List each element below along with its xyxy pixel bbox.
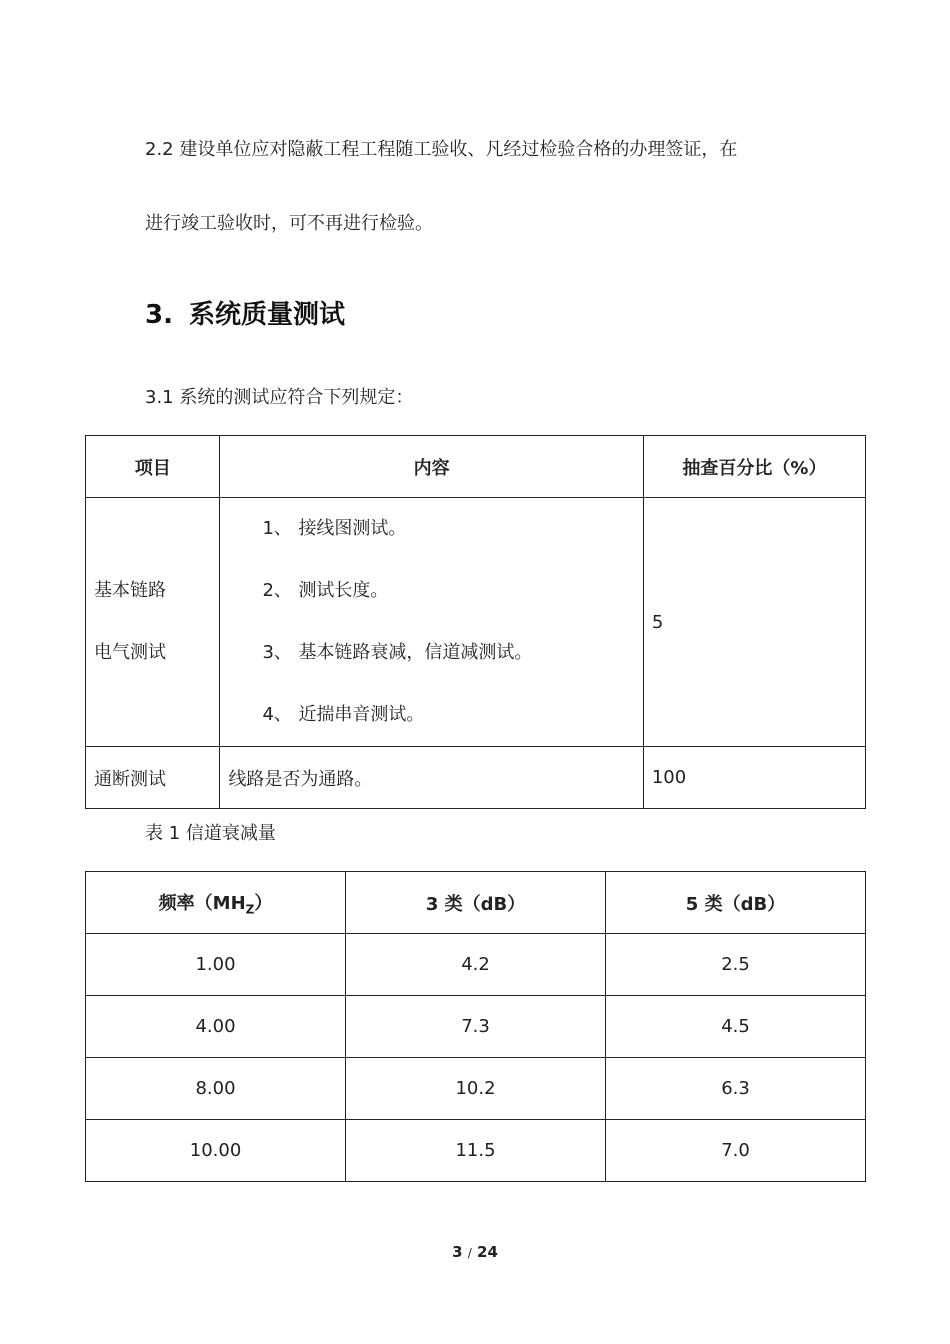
frequency-cell: 4.00	[86, 996, 346, 1058]
paragraph-2-2-continued: 进行竣工验收时，可不再进行检验。	[145, 213, 433, 234]
list-item	[262, 622, 642, 684]
cat5-cell: 4.5	[606, 996, 866, 1058]
item-text: 近揣串音测试。	[298, 704, 425, 725]
page-separator: /	[467, 1246, 472, 1260]
frequency-cell: 8.00	[86, 1058, 346, 1120]
table-row	[86, 934, 866, 996]
item-text: 接线图测试。	[298, 518, 407, 539]
item-number: 2、	[262, 580, 292, 601]
header-cat3: 3 类（dB）	[346, 872, 606, 934]
cat3-cell: 4.2	[346, 934, 606, 996]
paragraph-2-2: 2.2 建设单位应对隐蔽工程工程随工验收、凡经过检验合格的办理签证，在	[145, 139, 738, 160]
header-cat5: 5 类（dB）	[606, 872, 866, 934]
header-percent: 抽查百分比（%）	[643, 436, 865, 498]
category-line: 基本链路	[94, 580, 166, 601]
attenuation-table	[85, 871, 866, 1182]
content-cell	[220, 498, 643, 747]
content-cell: 线路是否为通路。	[220, 747, 643, 809]
cat3-cell: 10.2	[346, 1058, 606, 1120]
header-content: 内容	[220, 436, 643, 498]
category-cell	[86, 498, 220, 747]
table-header-row	[86, 872, 866, 934]
percent-cell: 100	[643, 747, 865, 809]
table-row	[86, 1058, 866, 1120]
cat5-cell: 7.0	[606, 1120, 866, 1182]
header-frequency-close: ）	[254, 892, 273, 914]
category-line: 电气测试	[94, 642, 166, 663]
table-row	[86, 747, 866, 809]
section-title: 系统质量测试	[189, 300, 346, 330]
header-frequency-text: 频率（MH	[158, 892, 246, 914]
table-header-row	[86, 436, 866, 498]
table-caption: 表 1 信道衰减量	[145, 823, 276, 844]
list-item	[262, 560, 642, 622]
frequency-cell: 1.00	[86, 934, 346, 996]
frequency-cell: 10.00	[86, 1120, 346, 1182]
percent-cell: 5	[643, 498, 865, 747]
table-row	[86, 498, 866, 747]
page-number	[0, 1243, 950, 1261]
cat5-cell: 2.5	[606, 934, 866, 996]
current-page: 3	[452, 1243, 463, 1261]
table-row	[86, 996, 866, 1058]
item-text: 测试长度。	[298, 580, 389, 601]
list-item	[262, 684, 642, 746]
section-number: 3.	[145, 300, 173, 330]
item-text: 基本链路衰减，信道减测试。	[298, 642, 533, 663]
cat3-cell: 7.3	[346, 996, 606, 1058]
header-frequency-subscript: Z	[245, 902, 255, 917]
total-pages: 24	[477, 1243, 498, 1261]
header-frequency	[86, 872, 346, 934]
category-cell: 通断测试	[86, 747, 220, 809]
cat5-cell: 6.3	[606, 1058, 866, 1120]
item-number: 3、	[262, 642, 292, 663]
item-number: 1、	[262, 518, 292, 539]
test-requirements-table	[85, 435, 866, 809]
cat3-cell: 11.5	[346, 1120, 606, 1182]
paragraph-3-1: 3.1 系统的测试应符合下列规定：	[145, 387, 414, 408]
section-heading	[145, 294, 345, 331]
header-item: 项目	[86, 436, 220, 498]
test-item-list	[228, 498, 642, 746]
item-number: 4、	[262, 704, 292, 725]
table-row	[86, 1120, 866, 1182]
list-item	[262, 498, 642, 560]
